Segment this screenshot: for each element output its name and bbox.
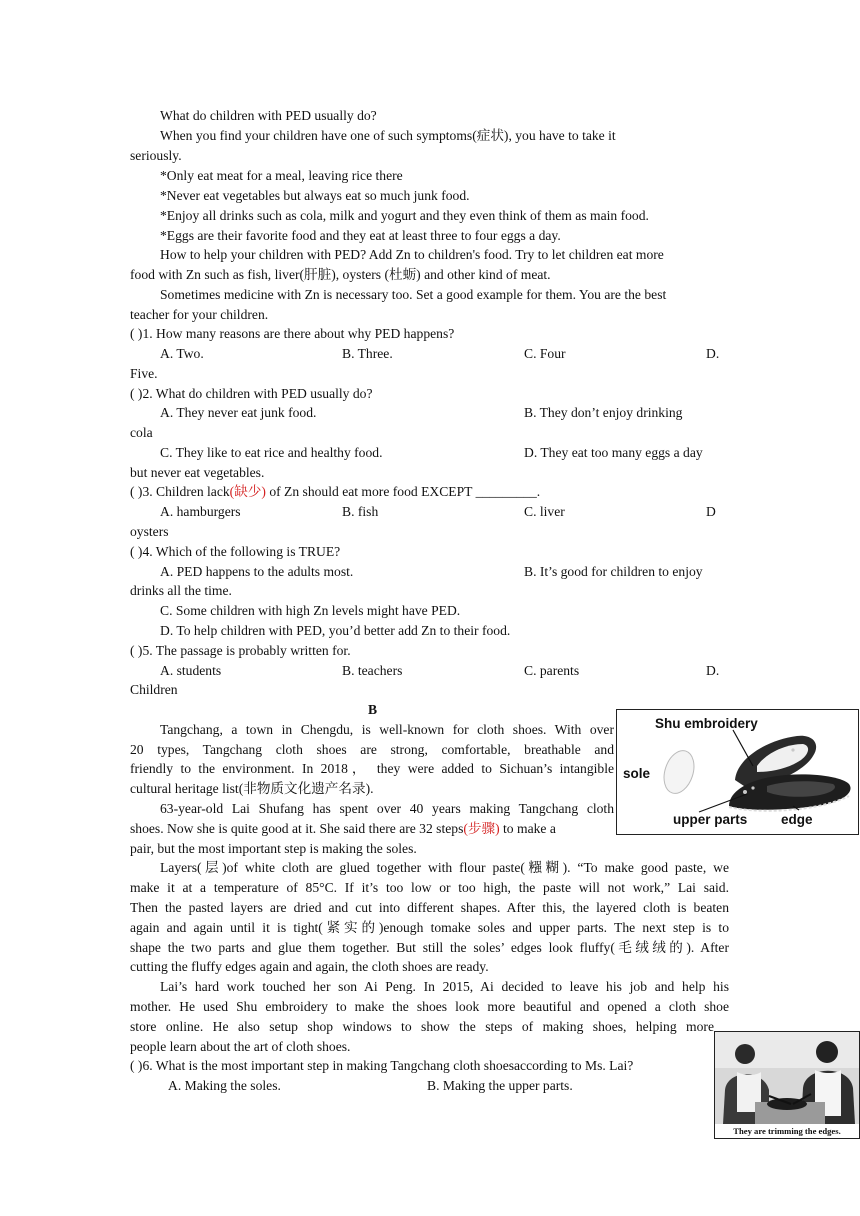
paragraph-symptoms-line1: When you find your children have one of such symptoms(症状), you have to take it <box>160 128 616 143</box>
b-paragraph-4-line2: mother. He used Shu embroidery to make the shoes look more beautiful and opened a cloth shoe <box>130 999 729 1014</box>
option-d: D. To help children with PED, you’d better add Zn to their food. <box>160 623 511 638</box>
b-paragraph-2-line1: 63-year-old Lai Shufang has spent over 40 years making Tangchang cloth <box>160 801 614 816</box>
question-3-stem: ( )3. Children lack(缺少) of Zn should eat more food EXCEPT _________. <box>130 484 541 499</box>
option-b: B. teachers <box>342 663 403 678</box>
sole-shape <box>659 747 699 797</box>
b-paragraph-4-line3: store online. He also setup shop windows to show the steps of making shoes, helping more <box>130 1019 714 1034</box>
question-5-stem: ( )5. The passage is probably written for. <box>130 643 351 658</box>
paragraph-help-line1: How to help your children with PED? Add Zn to children's food. Try to let children eat more <box>160 247 664 262</box>
label-upper-parts: upper parts <box>673 812 748 827</box>
symptom-bullet: *Eggs are their favorite food and they eat at least three to four eggs a day. <box>160 228 561 243</box>
b-paragraph-1-line2: 20 types, Tangchang cloth shoes are strong, comfortable, breathable and <box>130 742 614 757</box>
label-shu-embroidery: Shu embroidery <box>655 716 758 731</box>
option-b: B. They don’t enjoy drinking <box>524 405 683 420</box>
question-4-stem: ( )4. Which of the following is TRUE? <box>130 544 341 559</box>
option-d-wrap: but never eat vegetables. <box>130 465 265 480</box>
label-sole: sole <box>623 766 651 781</box>
option-b: B. fish <box>342 504 379 519</box>
paragraph-example-line2: teacher for your children. <box>130 307 269 322</box>
option-d: D. <box>706 346 720 361</box>
paragraph-symptoms-line2: seriously. <box>130 148 182 163</box>
paragraph-example-line1: Sometimes medicine with Zn is necessary too. Set a good example for them. You are the best <box>160 287 667 302</box>
paragraph-help-line2: food with Zn such as fish, liver(肝脏), oysters (杜蛎) and other kind of meat. <box>130 267 551 282</box>
shoe-illustration <box>617 710 858 834</box>
option-a: A. They never eat junk food. <box>160 405 317 420</box>
option-a: A. students <box>160 663 222 678</box>
option-d-wrap: Five. <box>130 366 158 381</box>
pointer-embroidery <box>733 730 753 766</box>
option-d: D. <box>706 663 720 678</box>
option-b-wrap: cola <box>130 425 153 440</box>
option-b-wrap: drinks all the time. <box>130 583 232 598</box>
trimming-photo <box>714 1031 860 1139</box>
option-a: A. PED happens to the adults most. <box>160 564 354 579</box>
shoe-diagram <box>616 709 859 835</box>
photo-caption: They are trimming the edges. <box>733 1126 841 1136</box>
passage-subheading: What do children with PED usually do? <box>160 108 377 123</box>
question-1-stem: ( )1. How many reasons are there about why PED happens? <box>130 326 455 341</box>
b-paragraph-4-line1: Lai’s hard work touched her son Ai Peng. In 2015, Ai decided to leave his job and help his <box>160 979 729 994</box>
option-b: B. Three. <box>342 346 393 361</box>
option-c: C. liver <box>524 504 565 519</box>
b-paragraph-1-line3: friendly to the environment. In 2018， they were added to Sichuan’s intangible <box>130 761 614 776</box>
question-2-stem: ( )2. What do children with PED usually do? <box>130 386 373 401</box>
b-paragraph-3-line6: cutting the fluffy edges again and again, the cloth shoes are ready. <box>130 959 489 974</box>
option-c: C. Four <box>524 346 566 361</box>
option-c: C. Some children with high Zn levels might have PED. <box>160 603 461 618</box>
symptom-bullet: *Never eat vegetables but always eat so much junk food. <box>160 188 470 203</box>
option-d-wrap: oysters <box>130 524 169 539</box>
option-b: B. Making the upper parts. <box>427 1078 573 1093</box>
b-paragraph-3-line5: shape the two parts and glue them together. But still the soles’ edges look fluffy(毛绒绒的). After <box>130 940 729 955</box>
option-b: B. It’s good for children to enjoy <box>524 564 703 579</box>
option-a: A. Two. <box>160 346 204 361</box>
b-paragraph-1-line1: Tangchang, a town in Chengdu, is well-known for cloth shoes. With over <box>160 722 614 737</box>
option-a: A. Making the soles. <box>168 1078 281 1093</box>
symptom-bullet: *Only eat meat for a meal, leaving rice there <box>160 168 403 183</box>
section-b-label: B <box>368 702 378 717</box>
option-c: C. parents <box>524 663 580 678</box>
b-paragraph-2-line3: pair, but the most important step is making the soles. <box>130 841 417 856</box>
trimming-photo-image <box>715 1032 859 1138</box>
option-d-wrap: Children <box>130 682 178 697</box>
b-paragraph-3-line2: make it at a temperature of 85°C. If it’s too low or too high, the paste will not work,” Lai said. <box>130 880 729 895</box>
symptom-bullet: *Enjoy all drinks such as cola, milk and yogurt and they even think of them as main food. <box>160 208 649 223</box>
b-paragraph-1-line4: cultural heritage list(非物质文化遗产名录). <box>130 781 374 796</box>
b-paragraph-3-line3: Then the pasted layers are dried and cut into different shapes. After this, the layered cloth is beaten <box>130 900 729 915</box>
b-paragraph-2-line2: shoes. Now she is quite good at it. She said there are 32 steps(步骤) to make a <box>130 821 556 836</box>
b-paragraph-3-line4: again and again until it is tight(紧实的)enough tomake soles and upper parts. The next step is to <box>130 920 729 935</box>
b-paragraph-3-line1: Layers(层)of white cloth are glued together with flour paste(糨糊). “To make good paste, we <box>160 860 729 875</box>
label-edge: edge <box>781 812 813 827</box>
option-d: D <box>706 504 716 519</box>
b-paragraph-4-line4: people learn about the art of cloth shoes. <box>130 1039 351 1054</box>
option-a: A. hamburgers <box>160 504 241 519</box>
option-d: D. They eat too many eggs a day <box>524 445 703 460</box>
option-c: C. They like to eat rice and healthy food. <box>160 445 383 460</box>
question-6-stem: ( )6. What is the most important step in making Tangchang cloth shoesaccording to Ms. Lai? <box>130 1058 634 1073</box>
